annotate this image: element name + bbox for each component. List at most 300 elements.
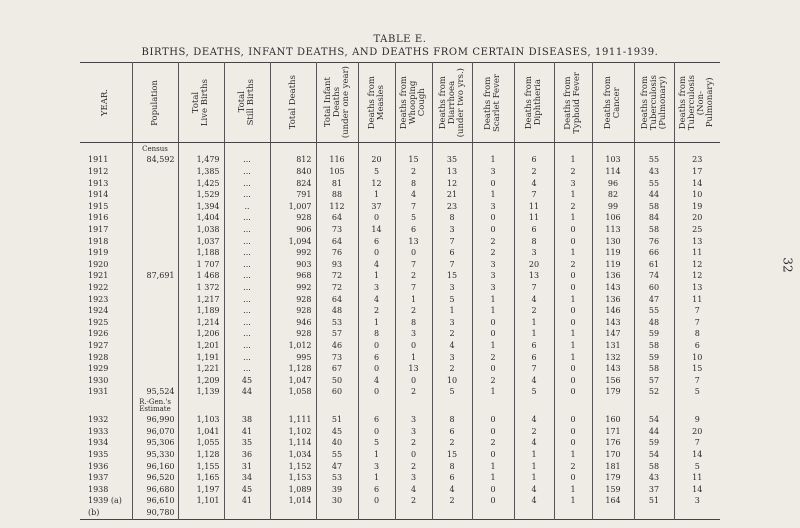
table-cell: 0: [554, 438, 592, 450]
table-cell: 0: [554, 414, 592, 426]
table-cell: 37: [634, 484, 674, 496]
table-cell: 13: [395, 363, 432, 375]
table-cell: 1912: [88, 167, 109, 177]
table-cell: 96,070: [132, 426, 178, 438]
table-cell: 13: [395, 236, 432, 248]
table-cell: 59: [634, 329, 674, 341]
table-cell: 928: [270, 294, 316, 306]
table-cell: 0: [554, 282, 592, 294]
table-cell: 11: [674, 294, 720, 306]
table-cell: 20: [358, 155, 395, 167]
table-cell: [132, 363, 178, 375]
table-cell: 3: [472, 201, 514, 213]
table-cell: 1934: [88, 438, 109, 448]
table-cell: 8: [432, 461, 472, 473]
table-cell: 3: [432, 282, 472, 294]
table-cell: 96,520: [132, 472, 178, 484]
table-cell: 4: [514, 375, 554, 387]
table-cell: 57: [316, 329, 358, 341]
table-cell: 3: [514, 247, 554, 259]
table-cell: 59: [634, 352, 674, 364]
table-cell: 3: [358, 461, 395, 473]
table-cell: 1: [472, 387, 514, 399]
table-cell: ...: [224, 340, 270, 352]
table-cell: 58: [634, 224, 674, 236]
table-cell: 6: [674, 340, 720, 352]
table-cell: 45: [316, 426, 358, 438]
table-cell: ...: [224, 236, 270, 248]
column-header-label: Total Still Births: [237, 79, 256, 126]
table-cell: 40: [316, 438, 358, 450]
table-cell: ...: [224, 247, 270, 259]
table-cell: 58: [634, 461, 674, 473]
table-cell: 3: [432, 317, 472, 329]
table-cell: ..: [224, 201, 270, 213]
table-cell: 8: [674, 329, 720, 341]
table-cell: 76: [634, 236, 674, 248]
table-cell: 2: [554, 461, 592, 473]
table-cell: 1922: [88, 283, 109, 292]
table-cell: [132, 224, 178, 236]
table-cell: 96: [592, 178, 634, 190]
table-cell: 4: [395, 484, 432, 496]
table-cell: 4: [514, 484, 554, 496]
table-cell: ...: [224, 329, 270, 341]
table-cell: 14: [674, 178, 720, 190]
table-cell: 95,330: [132, 449, 178, 461]
table-cell: 4: [514, 438, 554, 450]
table-cell: [224, 507, 270, 519]
table-cell: [132, 352, 178, 364]
table-row: [80, 329, 720, 341]
table-cell: 58: [634, 363, 674, 375]
table-cell: 7: [674, 438, 720, 450]
table-cell: 7: [395, 201, 432, 213]
statistics-table: [80, 62, 720, 520]
table-cell: 11: [674, 247, 720, 259]
table-cell: 6: [358, 414, 395, 426]
table-cell: 1,479: [178, 155, 224, 167]
table-cell: 7: [514, 282, 554, 294]
column-header-label: Deaths from Cancer: [603, 75, 622, 130]
table-cell: 1,188: [178, 247, 224, 259]
column-header: [592, 63, 634, 143]
table-cell: [132, 213, 178, 225]
table-cell: 179: [592, 472, 634, 484]
table-cell: 59: [634, 438, 674, 450]
table-cell: 3: [395, 426, 432, 438]
table-cell: 992: [270, 247, 316, 259]
table-cell: 4: [514, 178, 554, 190]
table-cell: 2: [395, 387, 432, 399]
header-row: [80, 63, 720, 143]
column-header-label: Total Live Births: [191, 78, 210, 127]
table-cell: 1: [358, 449, 395, 461]
table-cell: 55: [634, 155, 674, 167]
table-cell: 5: [674, 387, 720, 399]
table-cell: 1: [472, 155, 514, 167]
table-cell: 113: [592, 224, 634, 236]
table-cell: 1,012: [270, 340, 316, 352]
table-cell: [316, 507, 358, 519]
table-cell: 11: [674, 472, 720, 484]
table-cell: 1,007: [270, 201, 316, 213]
table-cell: 0: [358, 496, 395, 508]
table-cell: [80, 398, 132, 414]
table-cell: 5: [432, 294, 472, 306]
table-cell: [554, 143, 592, 155]
table-cell: 1: [554, 247, 592, 259]
table-cell: 1: [554, 484, 592, 496]
table-cell: 96,160: [132, 461, 178, 473]
table-cell: 6: [432, 247, 472, 259]
table-cell: ...: [224, 271, 270, 283]
table-row: [80, 507, 720, 519]
table-cell: 3: [395, 329, 432, 341]
table-cell: 147: [592, 329, 634, 341]
table-cell: 4: [432, 340, 472, 352]
table-cell: 84: [634, 213, 674, 225]
table-cell: 60: [634, 282, 674, 294]
table-cell: 43: [634, 472, 674, 484]
page-number: 32: [780, 257, 795, 273]
table-cell: ...: [224, 155, 270, 167]
table-cell: 1,114: [270, 438, 316, 450]
table-cell: 1,201: [178, 340, 224, 352]
table-cell: [634, 398, 674, 414]
table-cell: 181: [592, 461, 634, 473]
table-cell: 2: [472, 247, 514, 259]
table-row: [80, 398, 720, 414]
table-cell: [554, 507, 592, 519]
table-cell: [80, 143, 132, 155]
table-cell: 3: [395, 472, 432, 484]
table-title: BIRTHS, DEATHS, INFANT DEATHS, AND DEATHS FROM CERTAIN DISEASES, 1911-1939.: [141, 47, 659, 58]
table-cell: 11: [514, 201, 554, 213]
table-cell: 928: [270, 305, 316, 317]
table-cell: 2: [432, 363, 472, 375]
table-cell: 0: [472, 224, 514, 236]
table-cell: 46: [316, 340, 358, 352]
table-cell: Census: [132, 143, 178, 155]
table-cell: 119: [592, 259, 634, 271]
table-cell: 6: [514, 352, 554, 364]
table-cell: 143: [592, 282, 634, 294]
table-cell: 946: [270, 317, 316, 329]
table-cell: ...: [224, 189, 270, 201]
table-cell: 0: [472, 363, 514, 375]
table-cell: [270, 507, 316, 519]
table-cell: 0: [554, 224, 592, 236]
table-cell: 1,404: [178, 213, 224, 225]
table-cell: [132, 247, 178, 259]
table-cell: 906: [270, 224, 316, 236]
table-cell: 3: [674, 496, 720, 508]
table-cell: 0: [472, 178, 514, 190]
table-cell: 14: [674, 484, 720, 496]
table-cell: 1: [472, 294, 514, 306]
table-cell: 1,206: [178, 329, 224, 341]
table-cell: [178, 507, 224, 519]
table-cell: 0: [554, 426, 592, 438]
table-row: [80, 143, 720, 155]
table-cell: 61: [634, 259, 674, 271]
table-cell: 136: [592, 294, 634, 306]
table-cell: 1 707: [178, 259, 224, 271]
table-cell: 0: [472, 213, 514, 225]
table-cell: 0: [358, 426, 395, 438]
table-cell: 3: [472, 271, 514, 283]
table-cell: 3: [472, 282, 514, 294]
table-cell: 47: [634, 294, 674, 306]
table-row: [80, 352, 720, 364]
table-row: [80, 496, 720, 508]
table-cell: 58: [634, 201, 674, 213]
table-row: [80, 387, 720, 399]
column-header: [395, 63, 432, 143]
table-cell: 6: [514, 340, 554, 352]
table-cell: 7: [674, 317, 720, 329]
table-cell: 1,221: [178, 363, 224, 375]
table-cell: 88: [316, 189, 358, 201]
table-cell: 2: [554, 201, 592, 213]
table-cell: 67: [316, 363, 358, 375]
table-cell: 164: [592, 496, 634, 508]
table-cell: 7: [514, 363, 554, 375]
column-header-label: Deaths from Diarrhoea (under two yrs.): [437, 67, 466, 138]
table-cell: 171: [592, 426, 634, 438]
table-cell: 0: [472, 414, 514, 426]
table-cell: 55: [634, 305, 674, 317]
table-cell: 0: [395, 449, 432, 461]
table-cell: 1: [554, 329, 592, 341]
table-cell: 1931: [88, 387, 109, 397]
table-cell: 3: [554, 178, 592, 190]
table-cell: [514, 398, 554, 414]
table-cell: 20: [674, 213, 720, 225]
table-row: [80, 178, 720, 190]
table-cell: 4: [395, 189, 432, 201]
table-cell: 1,394: [178, 201, 224, 213]
table-cell: 992: [270, 282, 316, 294]
table-cell: 156: [592, 375, 634, 387]
table-cell: 1,385: [178, 166, 224, 178]
table-cell: 0: [554, 375, 592, 387]
table-cell: 4: [432, 484, 472, 496]
table-cell: 15: [432, 449, 472, 461]
table-cell: 1921: [88, 271, 109, 281]
table-cell: 7: [432, 236, 472, 248]
column-header-label: Deaths from Scarlet Fever: [483, 73, 502, 132]
table-cell: 105: [316, 166, 358, 178]
table-cell: 64: [316, 236, 358, 248]
table-cell: 0: [554, 363, 592, 375]
table-cell: 1: [432, 305, 472, 317]
table-cell: 2: [432, 496, 472, 508]
table-cell: 968: [270, 271, 316, 283]
table-cell: 0: [554, 236, 592, 248]
table-cell: 30: [316, 496, 358, 508]
table-cell: 35: [432, 155, 472, 167]
column-header: [432, 63, 472, 143]
table-cell: 103: [592, 155, 634, 167]
table-cell: 53: [316, 317, 358, 329]
table-cell: 73: [316, 352, 358, 364]
table-cell: [270, 398, 316, 414]
table-cell: 96,610: [132, 496, 178, 508]
table-cell: 96,680: [132, 484, 178, 496]
table-cell: 11: [514, 213, 554, 225]
table-row: [80, 294, 720, 306]
column-header: [674, 63, 720, 143]
table-cell: 1920: [88, 259, 109, 269]
table-cell: 1,209: [178, 375, 224, 387]
column-header: [358, 63, 395, 143]
table-cell: 54: [634, 414, 674, 426]
table-cell: 1913: [88, 178, 109, 188]
table-cell: 4: [358, 259, 395, 271]
table-cell: [316, 398, 358, 414]
table-cell: 10: [674, 189, 720, 201]
column-header-label: Population: [149, 79, 160, 126]
table-cell: 3: [358, 282, 395, 294]
table-cell: [634, 507, 674, 519]
table-cell: 4: [514, 294, 554, 306]
table-cell: 1,529: [178, 189, 224, 201]
column-header-label: Deaths from Measles: [366, 75, 386, 130]
table-cell: 2: [395, 271, 432, 283]
table-cell: 31: [224, 461, 270, 473]
table-cell: [472, 143, 514, 155]
table-cell: 6: [514, 224, 554, 236]
table-cell: 179: [592, 387, 634, 399]
table-label: TABLE E.: [373, 34, 427, 45]
table-cell: 10: [432, 375, 472, 387]
table-cell: 2: [514, 426, 554, 438]
table-cell: 6: [395, 224, 432, 236]
table-cell: 1,214: [178, 317, 224, 329]
table-cell: 2: [472, 352, 514, 364]
table-cell: 1,047: [270, 375, 316, 387]
table-cell: 1923: [88, 294, 109, 304]
table-cell: 2: [395, 461, 432, 473]
table-cell: 2: [514, 305, 554, 317]
table-cell: 82: [592, 189, 634, 201]
table-cell: ...: [224, 224, 270, 236]
table-cell: 55: [634, 178, 674, 190]
table-cell: 87,691: [132, 271, 178, 283]
table-cell: [674, 507, 720, 519]
table-cell: 2: [358, 305, 395, 317]
table-cell: 5: [395, 213, 432, 225]
table-cell: 1,139: [178, 387, 224, 399]
table-cell: 20: [674, 426, 720, 438]
table-cell: 1932: [88, 415, 109, 425]
table-cell: 112: [316, 201, 358, 213]
table-cell: 143: [592, 363, 634, 375]
table-cell: [395, 507, 432, 519]
table-row: [80, 414, 720, 426]
table-cell: 0: [358, 340, 395, 352]
table-cell: 1,153: [270, 472, 316, 484]
table-cell: 812: [270, 155, 316, 167]
table-cell: 0: [358, 387, 395, 399]
table-cell: 1919: [88, 248, 109, 258]
table-cell: 6: [432, 426, 472, 438]
table-row: [80, 438, 720, 450]
table-row: [80, 155, 720, 167]
table-cell: [132, 166, 178, 178]
table-row: [80, 236, 720, 248]
table-cell: 1,037: [178, 236, 224, 248]
table-cell: 1: [472, 461, 514, 473]
table-cell: 2: [395, 166, 432, 178]
table-cell: 106: [592, 213, 634, 225]
table-cell: 1,089: [270, 484, 316, 496]
table-cell: [432, 507, 472, 519]
table-cell: 132: [592, 352, 634, 364]
table-row: [80, 472, 720, 484]
table-cell: 170: [592, 449, 634, 461]
table-cell: 2: [472, 438, 514, 450]
table-cell: 1925: [88, 317, 109, 327]
table-cell: 1,034: [270, 449, 316, 461]
table-cell: 60: [316, 387, 358, 399]
table-cell: [514, 507, 554, 519]
table-row: [80, 340, 720, 352]
table-cell: 1: [472, 472, 514, 484]
table-cell: 0: [472, 496, 514, 508]
table-cell: 1,191: [178, 352, 224, 364]
table-cell: 1,197: [178, 484, 224, 496]
table-cell: [178, 398, 224, 414]
table-cell: 0: [395, 375, 432, 387]
table-cell: 37: [358, 201, 395, 213]
table-cell: ...: [224, 213, 270, 225]
table-cell: 8: [432, 213, 472, 225]
table-row: [80, 166, 720, 178]
table-cell: 5: [674, 461, 720, 473]
table-cell: 1916: [88, 213, 109, 223]
table-cell: 23: [432, 201, 472, 213]
table-cell: 15: [395, 155, 432, 167]
table-cell: 43: [634, 166, 674, 178]
table-row: [80, 259, 720, 271]
table-cell: 66: [634, 247, 674, 259]
table-cell: 2: [472, 375, 514, 387]
table-cell: [674, 398, 720, 414]
table-cell: 1,189: [178, 305, 224, 317]
table-cell: 1,165: [178, 472, 224, 484]
table-cell: 8: [514, 236, 554, 248]
table-cell: [132, 201, 178, 213]
table-cell: 21: [432, 189, 472, 201]
table-cell: 19: [674, 201, 720, 213]
table-cell: 39: [316, 484, 358, 496]
table-row: [80, 426, 720, 438]
table-row: [80, 189, 720, 201]
table-cell: 45: [224, 375, 270, 387]
column-header-label: Deaths from Tuberculosis (Non- Pulmonary): [678, 74, 716, 131]
table-cell: 7: [395, 259, 432, 271]
table-row: [80, 363, 720, 375]
table-cell: 0: [554, 317, 592, 329]
table-cell: 96,990: [132, 414, 178, 426]
table-cell: 1918: [88, 236, 109, 246]
table-cell: 1: [554, 213, 592, 225]
table-cell: 52: [634, 387, 674, 399]
table-cell: [358, 398, 395, 414]
